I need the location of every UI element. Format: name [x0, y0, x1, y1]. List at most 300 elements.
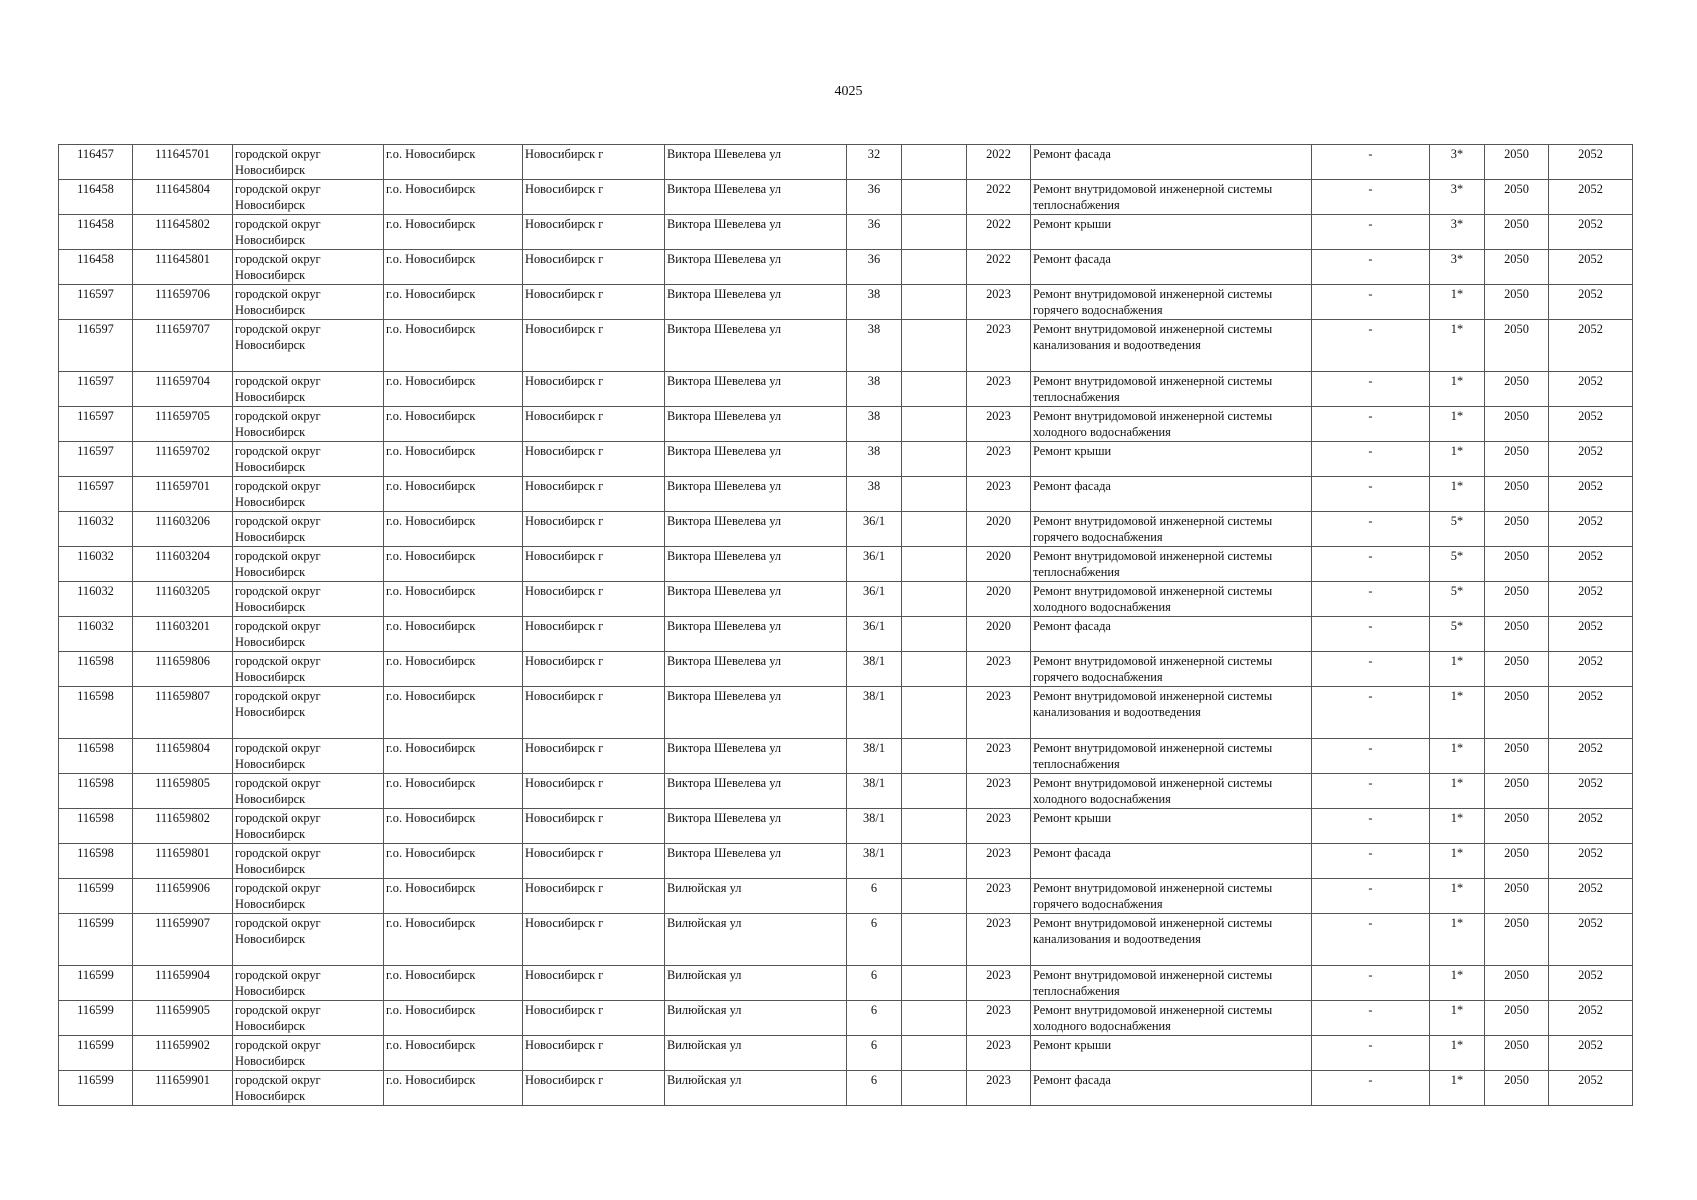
municipality-cell: г.о. Новосибирск: [384, 582, 523, 617]
house-number-cell: 36/1: [847, 512, 902, 547]
start-year-cell: 2050: [1485, 180, 1549, 215]
district-cell: городской округ Новосибирск: [233, 966, 384, 1001]
end-year-cell: 2052: [1549, 1001, 1633, 1036]
start-year-cell: 2050: [1485, 1071, 1549, 1106]
start-year-cell: 2050: [1485, 1036, 1549, 1071]
mark-cell: 5*: [1430, 582, 1485, 617]
work-code-cell: 111659701: [133, 477, 233, 512]
district-cell: городской округ Новосибирск: [233, 145, 384, 180]
empty-cell: [902, 809, 967, 844]
object-id-cell: 116597: [59, 407, 133, 442]
work-code-cell: 111659906: [133, 879, 233, 914]
mark-cell: 3*: [1430, 180, 1485, 215]
district-cell: городской округ Новосибирск: [233, 879, 384, 914]
city-cell: Новосибирск г: [523, 215, 665, 250]
year-cell: 2023: [967, 1001, 1031, 1036]
street-cell: Виктора Шевелева ул: [665, 844, 847, 879]
mark-cell: 1*: [1430, 809, 1485, 844]
work-type-cell: Ремонт внутридомовой инженерной системы теплоснабжения: [1031, 180, 1312, 215]
mark-cell: 1*: [1430, 739, 1485, 774]
city-cell: Новосибирск г: [523, 582, 665, 617]
page-number: 4025: [834, 84, 863, 99]
house-number-cell: 38/1: [847, 774, 902, 809]
work-code-cell: 111645801: [133, 250, 233, 285]
mark-cell: 1*: [1430, 407, 1485, 442]
work-code-cell: 111659707: [133, 320, 233, 372]
start-year-cell: 2050: [1485, 617, 1549, 652]
mark-cell: 1*: [1430, 687, 1485, 739]
start-year-cell: 2050: [1485, 739, 1549, 774]
object-id-cell: 116458: [59, 215, 133, 250]
dash-cell: -: [1312, 407, 1430, 442]
start-year-cell: 2050: [1485, 320, 1549, 372]
district-cell: городской округ Новосибирск: [233, 1001, 384, 1036]
mark-cell: 1*: [1430, 285, 1485, 320]
end-year-cell: 2052: [1549, 407, 1633, 442]
work-code-cell: 111603201: [133, 617, 233, 652]
house-number-cell: 38/1: [847, 652, 902, 687]
year-cell: 2023: [967, 320, 1031, 372]
mark-cell: 3*: [1430, 215, 1485, 250]
table-row: [59, 512, 1633, 547]
object-id-cell: 116597: [59, 285, 133, 320]
dash-cell: -: [1312, 1071, 1430, 1106]
dash-cell: -: [1312, 320, 1430, 372]
dash-cell: -: [1312, 879, 1430, 914]
work-type-cell: Ремонт крыши: [1031, 215, 1312, 250]
house-number-cell: 38/1: [847, 687, 902, 739]
year-cell: 2023: [967, 809, 1031, 844]
empty-cell: [902, 914, 967, 966]
work-type-cell: Ремонт фасада: [1031, 477, 1312, 512]
street-cell: Виктора Шевелева ул: [665, 320, 847, 372]
house-number-cell: 38: [847, 442, 902, 477]
street-cell: Виктора Шевелева ул: [665, 477, 847, 512]
work-type-cell: Ремонт внутридомовой инженерной системы горячего водоснабжения: [1031, 285, 1312, 320]
work-type-cell: Ремонт фасада: [1031, 844, 1312, 879]
year-cell: 2023: [967, 1071, 1031, 1106]
empty-cell: [902, 844, 967, 879]
table-row: [59, 372, 1633, 407]
object-id-cell: 116457: [59, 145, 133, 180]
work-code-cell: 111659801: [133, 844, 233, 879]
dash-cell: -: [1312, 372, 1430, 407]
street-cell: Виктора Шевелева ул: [665, 215, 847, 250]
empty-cell: [902, 320, 967, 372]
work-code-cell: 111659806: [133, 652, 233, 687]
city-cell: Новосибирск г: [523, 809, 665, 844]
dash-cell: -: [1312, 442, 1430, 477]
work-type-cell: Ремонт крыши: [1031, 1036, 1312, 1071]
object-id-cell: 116599: [59, 1001, 133, 1036]
mark-cell: 5*: [1430, 547, 1485, 582]
year-cell: 2020: [967, 582, 1031, 617]
year-cell: 2020: [967, 512, 1031, 547]
dash-cell: -: [1312, 914, 1430, 966]
year-cell: 2020: [967, 617, 1031, 652]
year-cell: 2023: [967, 739, 1031, 774]
object-id-cell: 116598: [59, 774, 133, 809]
street-cell: Вилюйская ул: [665, 966, 847, 1001]
house-number-cell: 38/1: [847, 809, 902, 844]
dash-cell: -: [1312, 809, 1430, 844]
city-cell: Новосибирск г: [523, 145, 665, 180]
table-row: [59, 652, 1633, 687]
mark-cell: 1*: [1430, 1071, 1485, 1106]
mark-cell: 1*: [1430, 652, 1485, 687]
work-code-cell: 111645701: [133, 145, 233, 180]
work-type-cell: Ремонт внутридомовой инженерной системы горячего водоснабжения: [1031, 879, 1312, 914]
city-cell: Новосибирск г: [523, 1071, 665, 1106]
work-code-cell: 111645802: [133, 215, 233, 250]
work-code-cell: 111659807: [133, 687, 233, 739]
work-code-cell: 111659901: [133, 1071, 233, 1106]
work-code-cell: 111603205: [133, 582, 233, 617]
municipality-cell: г.о. Новосибирск: [384, 547, 523, 582]
table-row: [59, 809, 1633, 844]
end-year-cell: 2052: [1549, 966, 1633, 1001]
work-type-cell: Ремонт фасада: [1031, 250, 1312, 285]
start-year-cell: 2050: [1485, 547, 1549, 582]
end-year-cell: 2052: [1549, 442, 1633, 477]
mark-cell: 1*: [1430, 879, 1485, 914]
work-type-cell: Ремонт внутридомовой инженерной системы канализования и водоотведения: [1031, 687, 1312, 739]
year-cell: 2023: [967, 966, 1031, 1001]
house-number-cell: 6: [847, 1071, 902, 1106]
mark-cell: 1*: [1430, 477, 1485, 512]
dash-cell: -: [1312, 145, 1430, 180]
city-cell: Новосибирск г: [523, 512, 665, 547]
table-row: [59, 914, 1633, 966]
empty-cell: [902, 879, 967, 914]
object-id-cell: 116597: [59, 442, 133, 477]
start-year-cell: 2050: [1485, 774, 1549, 809]
district-cell: городской округ Новосибирск: [233, 512, 384, 547]
table-row: [59, 547, 1633, 582]
year-cell: 2023: [967, 442, 1031, 477]
end-year-cell: 2052: [1549, 739, 1633, 774]
house-number-cell: 6: [847, 879, 902, 914]
house-number-cell: 6: [847, 1001, 902, 1036]
start-year-cell: 2050: [1485, 250, 1549, 285]
mark-cell: 1*: [1430, 844, 1485, 879]
dash-cell: -: [1312, 285, 1430, 320]
municipality-cell: г.о. Новосибирск: [384, 407, 523, 442]
table-row: [59, 1001, 1633, 1036]
work-code-cell: 111659802: [133, 809, 233, 844]
work-type-cell: Ремонт внутридомовой инженерной системы холодного водоснабжения: [1031, 774, 1312, 809]
district-cell: городской округ Новосибирск: [233, 442, 384, 477]
municipality-cell: г.о. Новосибирск: [384, 512, 523, 547]
work-type-cell: Ремонт внутридомовой инженерной системы горячего водоснабжения: [1031, 512, 1312, 547]
empty-cell: [902, 1036, 967, 1071]
street-cell: Виктора Шевелева ул: [665, 442, 847, 477]
end-year-cell: 2052: [1549, 547, 1633, 582]
year-cell: 2023: [967, 914, 1031, 966]
work-code-cell: 111659702: [133, 442, 233, 477]
end-year-cell: 2052: [1549, 215, 1633, 250]
object-id-cell: 116598: [59, 844, 133, 879]
street-cell: Виктора Шевелева ул: [665, 512, 847, 547]
city-cell: Новосибирск г: [523, 1036, 665, 1071]
city-cell: Новосибирск г: [523, 652, 665, 687]
municipality-cell: г.о. Новосибирск: [384, 739, 523, 774]
house-number-cell: 6: [847, 1036, 902, 1071]
street-cell: Виктора Шевелева ул: [665, 180, 847, 215]
municipality-cell: г.о. Новосибирск: [384, 809, 523, 844]
empty-cell: [902, 774, 967, 809]
empty-cell: [902, 652, 967, 687]
work-code-cell: 111645804: [133, 180, 233, 215]
end-year-cell: 2052: [1549, 809, 1633, 844]
work-type-cell: Ремонт внутридомовой инженерной системы горячего водоснабжения: [1031, 652, 1312, 687]
street-cell: Виктора Шевелева ул: [665, 687, 847, 739]
municipality-cell: г.о. Новосибирск: [384, 145, 523, 180]
dash-cell: -: [1312, 582, 1430, 617]
street-cell: Вилюйская ул: [665, 879, 847, 914]
empty-cell: [902, 215, 967, 250]
municipality-cell: г.о. Новосибирск: [384, 652, 523, 687]
district-cell: городской округ Новосибирск: [233, 739, 384, 774]
end-year-cell: 2052: [1549, 844, 1633, 879]
table-row: [59, 879, 1633, 914]
year-cell: 2023: [967, 285, 1031, 320]
street-cell: Виктора Шевелева ул: [665, 285, 847, 320]
object-id-cell: 116032: [59, 547, 133, 582]
dash-cell: -: [1312, 250, 1430, 285]
end-year-cell: 2052: [1549, 914, 1633, 966]
house-number-cell: 38: [847, 372, 902, 407]
district-cell: городской округ Новосибирск: [233, 477, 384, 512]
city-cell: Новосибирск г: [523, 477, 665, 512]
registry-table: [58, 144, 1633, 1106]
empty-cell: [902, 687, 967, 739]
mark-cell: 1*: [1430, 442, 1485, 477]
start-year-cell: 2050: [1485, 407, 1549, 442]
house-number-cell: 38/1: [847, 739, 902, 774]
empty-cell: [902, 477, 967, 512]
object-id-cell: 116598: [59, 687, 133, 739]
mark-cell: 3*: [1430, 250, 1485, 285]
dash-cell: -: [1312, 966, 1430, 1001]
mark-cell: 1*: [1430, 320, 1485, 372]
start-year-cell: 2050: [1485, 582, 1549, 617]
end-year-cell: 2052: [1549, 512, 1633, 547]
end-year-cell: 2052: [1549, 250, 1633, 285]
empty-cell: [902, 372, 967, 407]
start-year-cell: 2050: [1485, 966, 1549, 1001]
empty-cell: [902, 739, 967, 774]
table-row: [59, 739, 1633, 774]
district-cell: городской округ Новосибирск: [233, 285, 384, 320]
work-type-cell: Ремонт крыши: [1031, 809, 1312, 844]
table-row: [59, 180, 1633, 215]
start-year-cell: 2050: [1485, 512, 1549, 547]
dash-cell: -: [1312, 1001, 1430, 1036]
work-type-cell: Ремонт крыши: [1031, 442, 1312, 477]
house-number-cell: 36/1: [847, 582, 902, 617]
street-cell: Вилюйская ул: [665, 1036, 847, 1071]
start-year-cell: 2050: [1485, 442, 1549, 477]
year-cell: 2022: [967, 180, 1031, 215]
dash-cell: -: [1312, 477, 1430, 512]
dash-cell: -: [1312, 1036, 1430, 1071]
table-row: [59, 320, 1633, 372]
year-cell: 2023: [967, 844, 1031, 879]
table-row: [59, 250, 1633, 285]
table-row: [59, 215, 1633, 250]
year-cell: 2022: [967, 250, 1031, 285]
table-row: [59, 687, 1633, 739]
work-code-cell: 111659904: [133, 966, 233, 1001]
object-id-cell: 116458: [59, 250, 133, 285]
municipality-cell: г.о. Новосибирск: [384, 1071, 523, 1106]
house-number-cell: 38: [847, 477, 902, 512]
mark-cell: 5*: [1430, 617, 1485, 652]
mark-cell: 5*: [1430, 512, 1485, 547]
object-id-cell: 116599: [59, 1071, 133, 1106]
city-cell: Новосибирск г: [523, 966, 665, 1001]
year-cell: 2020: [967, 547, 1031, 582]
empty-cell: [902, 547, 967, 582]
dash-cell: -: [1312, 739, 1430, 774]
empty-cell: [902, 512, 967, 547]
street-cell: Виктора Шевелева ул: [665, 547, 847, 582]
work-code-cell: 111659704: [133, 372, 233, 407]
end-year-cell: 2052: [1549, 372, 1633, 407]
district-cell: городской округ Новосибирск: [233, 774, 384, 809]
work-type-cell: Ремонт внутридомовой инженерной системы теплоснабжения: [1031, 547, 1312, 582]
start-year-cell: 2050: [1485, 687, 1549, 739]
municipality-cell: г.о. Новосибирск: [384, 774, 523, 809]
street-cell: Виктора Шевелева ул: [665, 582, 847, 617]
house-number-cell: 38: [847, 285, 902, 320]
table-row: [59, 1071, 1633, 1106]
district-cell: городской округ Новосибирск: [233, 652, 384, 687]
start-year-cell: 2050: [1485, 372, 1549, 407]
table-row: [59, 844, 1633, 879]
municipality-cell: г.о. Новосибирск: [384, 320, 523, 372]
house-number-cell: 6: [847, 914, 902, 966]
house-number-cell: 36: [847, 180, 902, 215]
district-cell: городской округ Новосибирск: [233, 844, 384, 879]
empty-cell: [902, 1001, 967, 1036]
work-type-cell: Ремонт внутридомовой инженерной системы холодного водоснабжения: [1031, 1001, 1312, 1036]
city-cell: Новосибирск г: [523, 250, 665, 285]
object-id-cell: 116597: [59, 372, 133, 407]
work-type-cell: Ремонт фасада: [1031, 1071, 1312, 1106]
street-cell: Вилюйская ул: [665, 914, 847, 966]
work-code-cell: 111659907: [133, 914, 233, 966]
table-row: [59, 966, 1633, 1001]
work-code-cell: 111659706: [133, 285, 233, 320]
city-cell: Новосибирск г: [523, 320, 665, 372]
empty-cell: [902, 407, 967, 442]
year-cell: 2023: [967, 407, 1031, 442]
work-type-cell: Ремонт внутридомовой инженерной системы теплоснабжения: [1031, 966, 1312, 1001]
object-id-cell: 116598: [59, 739, 133, 774]
work-type-cell: Ремонт внутридомовой инженерной системы теплоснабжения: [1031, 739, 1312, 774]
object-id-cell: 116597: [59, 320, 133, 372]
municipality-cell: г.о. Новосибирск: [384, 215, 523, 250]
mark-cell: 1*: [1430, 1001, 1485, 1036]
municipality-cell: г.о. Новосибирск: [384, 372, 523, 407]
dash-cell: -: [1312, 687, 1430, 739]
work-type-cell: Ремонт внутридомовой инженерной системы холодного водоснабжения: [1031, 407, 1312, 442]
city-cell: Новосибирск г: [523, 547, 665, 582]
house-number-cell: 38/1: [847, 844, 902, 879]
table-row: [59, 285, 1633, 320]
start-year-cell: 2050: [1485, 914, 1549, 966]
table-row: [59, 1036, 1633, 1071]
table-row: [59, 442, 1633, 477]
district-cell: городской округ Новосибирск: [233, 180, 384, 215]
district-cell: городской округ Новосибирск: [233, 547, 384, 582]
municipality-cell: г.о. Новосибирск: [384, 180, 523, 215]
municipality-cell: г.о. Новосибирск: [384, 844, 523, 879]
district-cell: городской округ Новосибирск: [233, 687, 384, 739]
end-year-cell: 2052: [1549, 180, 1633, 215]
start-year-cell: 2050: [1485, 879, 1549, 914]
object-id-cell: 116598: [59, 652, 133, 687]
work-type-cell: Ремонт внутридомовой инженерной системы холодного водоснабжения: [1031, 582, 1312, 617]
start-year-cell: 2050: [1485, 285, 1549, 320]
end-year-cell: 2052: [1549, 320, 1633, 372]
municipality-cell: г.о. Новосибирск: [384, 1001, 523, 1036]
registry-table-body: [59, 145, 1633, 1106]
city-cell: Новосибирск г: [523, 285, 665, 320]
year-cell: 2022: [967, 145, 1031, 180]
district-cell: городской округ Новосибирск: [233, 1036, 384, 1071]
city-cell: Новосибирск г: [523, 180, 665, 215]
year-cell: 2023: [967, 1036, 1031, 1071]
work-code-cell: 111603206: [133, 512, 233, 547]
district-cell: городской округ Новосибирск: [233, 1071, 384, 1106]
end-year-cell: 2052: [1549, 879, 1633, 914]
table-row: [59, 145, 1633, 180]
dash-cell: -: [1312, 180, 1430, 215]
dash-cell: -: [1312, 652, 1430, 687]
object-id-cell: 116032: [59, 582, 133, 617]
district-cell: городской округ Новосибирск: [233, 407, 384, 442]
work-type-cell: Ремонт фасада: [1031, 145, 1312, 180]
city-cell: Новосибирск г: [523, 774, 665, 809]
city-cell: Новосибирск г: [523, 442, 665, 477]
municipality-cell: г.о. Новосибирск: [384, 285, 523, 320]
year-cell: 2023: [967, 372, 1031, 407]
empty-cell: [902, 1071, 967, 1106]
start-year-cell: 2050: [1485, 652, 1549, 687]
empty-cell: [902, 145, 967, 180]
work-code-cell: 111659804: [133, 739, 233, 774]
end-year-cell: 2052: [1549, 1036, 1633, 1071]
city-cell: Новосибирск г: [523, 914, 665, 966]
district-cell: городской округ Новосибирск: [233, 809, 384, 844]
object-id-cell: 116599: [59, 1036, 133, 1071]
dash-cell: -: [1312, 215, 1430, 250]
object-id-cell: 116458: [59, 180, 133, 215]
municipality-cell: г.о. Новосибирск: [384, 477, 523, 512]
end-year-cell: 2052: [1549, 1071, 1633, 1106]
year-cell: 2022: [967, 215, 1031, 250]
district-cell: городской округ Новосибирск: [233, 320, 384, 372]
work-type-cell: Ремонт внутридомовой инженерной системы теплоснабжения: [1031, 372, 1312, 407]
municipality-cell: г.о. Новосибирск: [384, 250, 523, 285]
mark-cell: 1*: [1430, 914, 1485, 966]
street-cell: Виктора Шевелева ул: [665, 145, 847, 180]
table-row: [59, 774, 1633, 809]
work-code-cell: 111659905: [133, 1001, 233, 1036]
